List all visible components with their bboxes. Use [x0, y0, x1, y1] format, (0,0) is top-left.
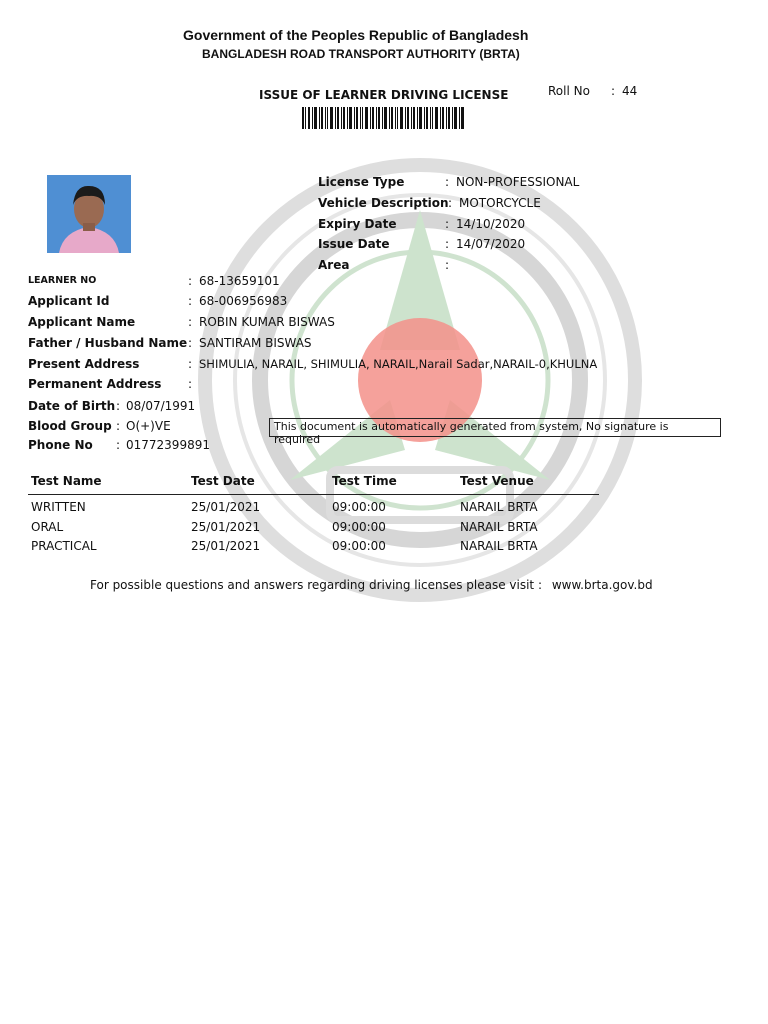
table-row-practical-date: 25/01/2021 [191, 539, 261, 553]
vehicle-description-label: Vehicle Description [318, 196, 449, 210]
learner-no-value: 68-13659101 [199, 274, 280, 288]
system-generated-notice: This document is automatically generated from system, No signature is required [269, 418, 721, 437]
roll-no-label: Roll No [548, 84, 590, 98]
area-label: Area [318, 258, 350, 272]
present-address-colon: : [188, 357, 193, 371]
expiry-date-label: Expiry Date [318, 217, 397, 231]
applicant-id-label: Applicant Id [28, 294, 110, 308]
blood-group-colon: : [116, 419, 121, 433]
test-name-header: Test Name [31, 474, 102, 488]
license-type-colon: : [445, 175, 450, 189]
vehicle-description-colon: : [448, 196, 453, 210]
issue-date-colon: : [445, 237, 450, 251]
expiry-date-colon: : [445, 217, 450, 231]
present-address-value: SHIMULIA, NARAIL, SHIMULIA, NARAIL,Narail Sadar,NARAIL-0,KHULNA [199, 357, 598, 371]
document-title: ISSUE OF LEARNER DRIVING LICENSE [259, 88, 509, 102]
applicant-name-label: Applicant Name [28, 315, 136, 329]
table-row-practical-time: 09:00:00 [332, 539, 386, 553]
applicant-name-value: ROBIN KUMAR BISWAS [199, 315, 335, 329]
roll-no-colon: : [611, 84, 616, 98]
expiry-date-value: 14/10/2020 [456, 217, 526, 231]
roll-no-value: 44 [622, 84, 638, 98]
brta-website-link[interactable]: www.brta.gov.bd [551, 578, 653, 592]
government-title: Government of the Peoples Republic of Bangladesh [183, 27, 529, 43]
father-husband-name-value: SANTIRAM BISWAS [199, 336, 312, 350]
present-address-label: Present Address [28, 357, 140, 371]
issue-date-label: Issue Date [318, 237, 390, 251]
test-date-header: Test Date [191, 474, 255, 488]
area-colon: : [445, 258, 450, 272]
applicant-photo [47, 175, 131, 253]
date-of-birth-value: 08/07/1991 [126, 399, 196, 413]
phone-no-label: Phone No [28, 438, 93, 452]
license-type-value: NON-PROFESSIONAL [456, 175, 580, 189]
vehicle-description-value: MOTORCYCLE [459, 196, 541, 210]
table-header-divider [28, 494, 599, 495]
issue-date-value: 14/07/2020 [456, 237, 526, 251]
table-row-written-date: 25/01/2021 [191, 500, 261, 514]
table-row-written-name: WRITTEN [31, 500, 86, 514]
applicant-id-value: 68-006956983 [199, 294, 288, 308]
date-of-birth-colon: : [116, 399, 121, 413]
test-venue-header: Test Venue [460, 474, 534, 488]
footer-text: For possible questions and answers regarding driving licenses please visit : [90, 578, 542, 592]
phone-no-value: 01772399891 [126, 438, 210, 452]
phone-no-colon: : [116, 438, 121, 452]
barcode [302, 107, 464, 129]
father-husband-name-label: Father / Husband Name [28, 336, 188, 350]
table-row-written-venue: NARAIL BRTA [460, 500, 538, 514]
applicant-id-colon: : [188, 294, 193, 308]
test-time-header: Test Time [332, 474, 397, 488]
father-husband-name-colon: : [188, 336, 193, 350]
blood-group-value: O(+)VE [126, 419, 171, 433]
learner-no-label: LEARNER NO [28, 275, 97, 286]
license-type-label: License Type [318, 175, 405, 189]
table-row-practical-name: PRACTICAL [31, 539, 97, 553]
permanent-address-label: Permanent Address [28, 377, 162, 391]
applicant-name-colon: : [188, 315, 193, 329]
blood-group-label: Blood Group [28, 419, 112, 433]
table-row-oral-venue: NARAIL BRTA [460, 520, 538, 534]
footer-note [90, 578, 653, 592]
table-row-practical-venue: NARAIL BRTA [460, 539, 538, 553]
brta-subtitle: BANGLADESH ROAD TRANSPORT AUTHORITY (BRTA) [202, 47, 520, 61]
date-of-birth-label: Date of Birth [28, 399, 116, 413]
permanent-address-colon: : [188, 377, 193, 391]
table-row-oral-name: ORAL [31, 520, 64, 534]
table-row-oral-time: 09:00:00 [332, 520, 386, 534]
learner-no-colon: : [188, 274, 193, 288]
table-row-written-time: 09:00:00 [332, 500, 386, 514]
table-row-oral-date: 25/01/2021 [191, 520, 261, 534]
